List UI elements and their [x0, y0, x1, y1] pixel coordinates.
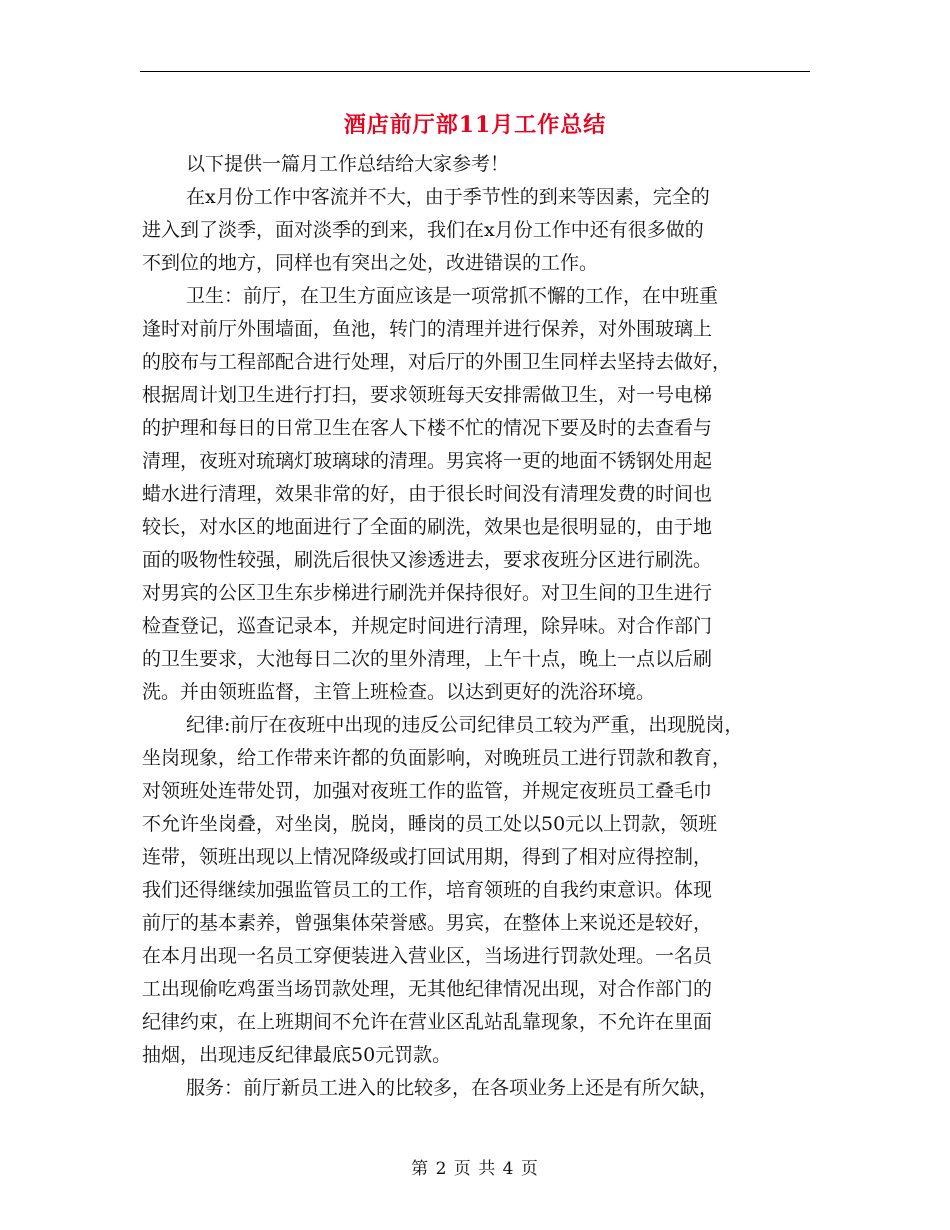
body-line: 在本月出现一名员工穿便装进入营业区，当场进行罚款处理。一名员 [142, 945, 713, 967]
body-line: 卫生：前厅，在卫生方面应该是一项常抓不懈的工作，在中班重 [186, 285, 719, 307]
body-line: 纪律:前厅在夜班中出现的违反公司纪律员工较为严重，出现脱岗， [186, 714, 744, 736]
body-line: 根据周计划卫生进行打扫，要求领班每天安排需做卫生，对一号电梯 [142, 384, 713, 406]
body-line: 面的吸物性较强，刷洗后很快又渗透进去，要求夜班分区进行刷洗。 [142, 549, 713, 571]
body-line: 的护理和每日的日常卫生在客人下楼不忙的情况下要及时的去查看与 [142, 417, 713, 439]
header-rule [140, 71, 810, 72]
body-line: 工出现偷吃鸡蛋当场罚款处理，无其他纪律情况出现，对合作部门的 [142, 978, 713, 1000]
body-line: 检查登记，巡查记录本，并规定时间进行清理，除异味。对合作部门 [142, 615, 713, 637]
body-line: 服务：前厅新员工进入的比较多，在各项业务上还是有所欠缺， [186, 1077, 719, 1099]
body-line: 前厅的基本素养，曾强集体荣誉感。男宾，在整体上来说还是较好， [142, 912, 713, 934]
body-line: 对领班处连带处罚，加强对夜班工作的监管，并规定夜班员工叠毛巾 [142, 780, 713, 802]
body-line: 连带，领班出现以上情况降级或打回试用期，得到了相对应得控制， [142, 846, 713, 868]
body-line: 抽烟，出现违反纪律最底50元罚款。 [142, 1044, 452, 1066]
body-line: 的卫生要求，大池每日二次的里外清理，上午十点，晚上一点以后刷 [142, 648, 713, 670]
body-line: 对男宾的公区卫生东步梯进行刷洗并保持很好。对卫生间的卫生进行 [142, 582, 713, 604]
document-title: 酒店前厅部11月工作总结 [343, 112, 607, 138]
body-line: 纪律约束，在上班期间不允许在营业区乱站乱靠现象，不允许在里面 [142, 1011, 713, 1033]
body-line: 逢时对前厅外围墙面，鱼池，转门的清理并进行保养，对外围玻璃上 [142, 318, 713, 340]
body-line: 进入到了淡季，面对淡季的到来，我们在x月份工作中还有很多做的 [142, 219, 704, 241]
page-number-footer: 第 2 页 共 4 页 [411, 1159, 539, 1179]
body-line: 的胶布与工程部配合进行处理，对后厅的外围卫生同样去坚持去做好， [142, 351, 732, 373]
body-line: 以下提供一篇月工作总结给大家参考！ [186, 153, 510, 175]
body-line: 我们还得继续加强监管员工的工作，培育领班的自我约束意识。体现 [142, 879, 713, 901]
body-line: 不到位的地方，同样也有突出之处，改进错误的工作。 [142, 252, 599, 274]
body-line: 洗。并由领班监督，主管上班检查。以达到更好的洗浴环境。 [142, 681, 656, 703]
body-line: 不允许坐岗叠，对坐岗，脱岗，睡岗的员工处以50元以上罚款，领班 [142, 813, 718, 835]
body-line: 清理，夜班对琉璃灯玻璃球的清理。男宾将一更的地面不锈钢处用起 [142, 450, 713, 472]
document-body [142, 148, 810, 1105]
body-line: 蜡水进行清理，效果非常的好，由于很长时间没有清理发费的时间也 [142, 483, 713, 505]
body-line: 在x月份工作中客流并不大，由于季节性的到来等因素，完全的 [186, 186, 710, 208]
body-line: 较长，对水区的地面进行了全面的刷洗，效果也是很明显的，由于地 [142, 516, 713, 538]
body-line: 坐岗现象，给工作带来许都的负面影响，对晚班员工进行罚款和教育， [142, 747, 732, 769]
